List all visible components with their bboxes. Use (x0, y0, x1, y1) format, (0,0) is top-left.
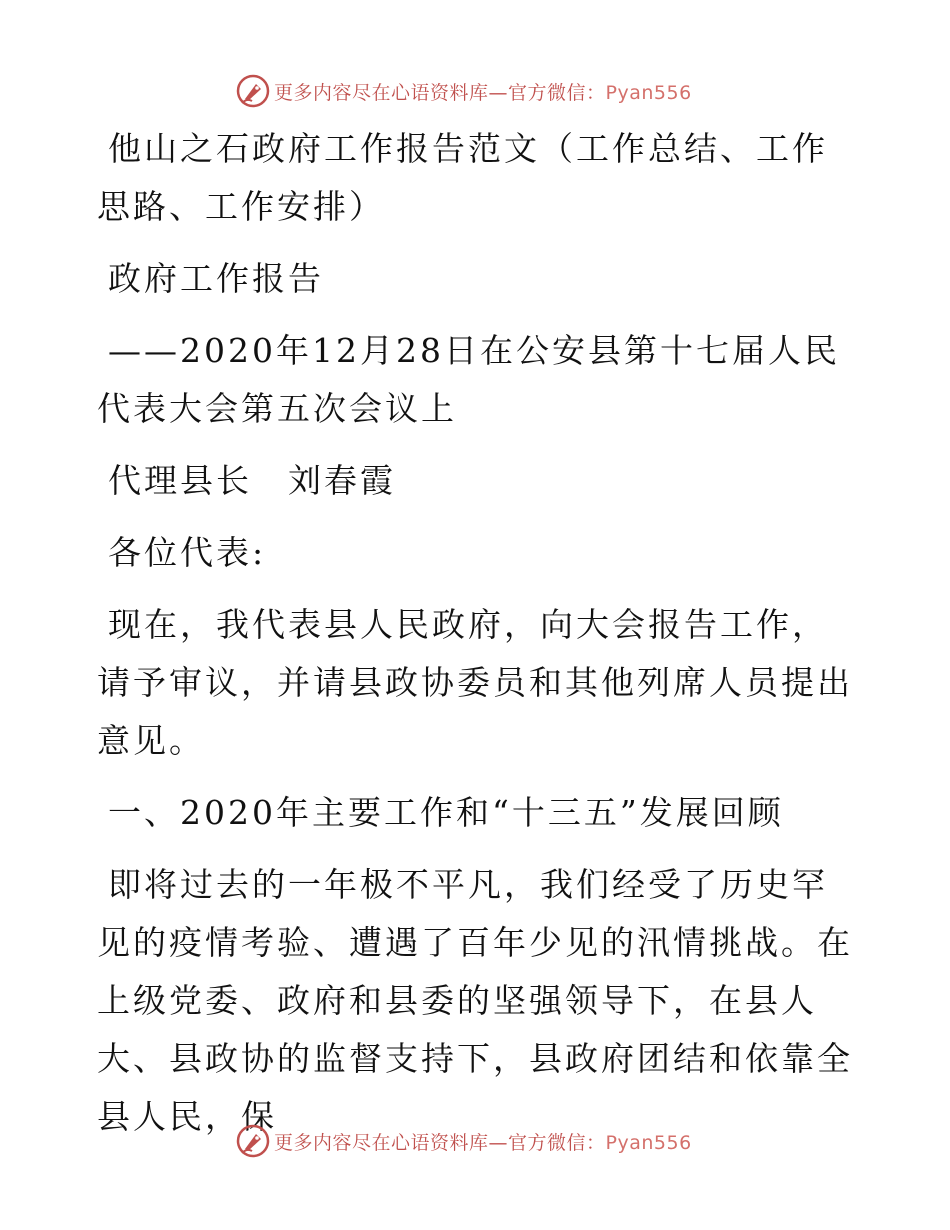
speaker-line: 代理县长 刘春霞 (108, 461, 396, 500)
watermark-wechat-id: Pyan556 (605, 81, 692, 104)
meeting-subtitle: ——2020年12月28日在公安县第十七届人民代表大会第五次会议上 (97, 331, 840, 428)
salutation: 各位代表: (108, 533, 267, 572)
report-heading: 政府工作报告 (108, 259, 324, 298)
pen-nib-logo-icon (236, 1124, 270, 1158)
body-paragraph: 即将过去的一年极不平凡，我们经受了历史罕见的疫情考验、遭遇了百年少见的汛情挑战。在上级党委、政府和县委的坚强领导下，在县人大、县政协的监督支持下，县政府团结和依靠全县人民，保 (97, 865, 853, 1136)
footer-watermark (236, 1123, 692, 1159)
pen-nib-logo-icon (236, 74, 270, 108)
watermark-text: 更多内容尽在心语资料库—官方微信：Pyan556 (274, 1131, 692, 1154)
opening-paragraph: 现在，我代表县人民政府，向大会报告工作，请予审议，并请县政协委员和其他列席人员提出意见。 (97, 605, 853, 760)
watermark-text: 更多内容尽在心语资料库—官方微信：Pyan556 (274, 81, 692, 104)
document-body (97, 120, 857, 1160)
header-watermark (236, 73, 692, 109)
watermark-wechat-id: Pyan556 (605, 1131, 692, 1154)
document-title: 他山之石政府工作报告范文（工作总结、工作思路、工作安排） (97, 129, 828, 226)
section-heading: 一、2020年主要工作和“十三五”发展回顾 (108, 793, 784, 832)
